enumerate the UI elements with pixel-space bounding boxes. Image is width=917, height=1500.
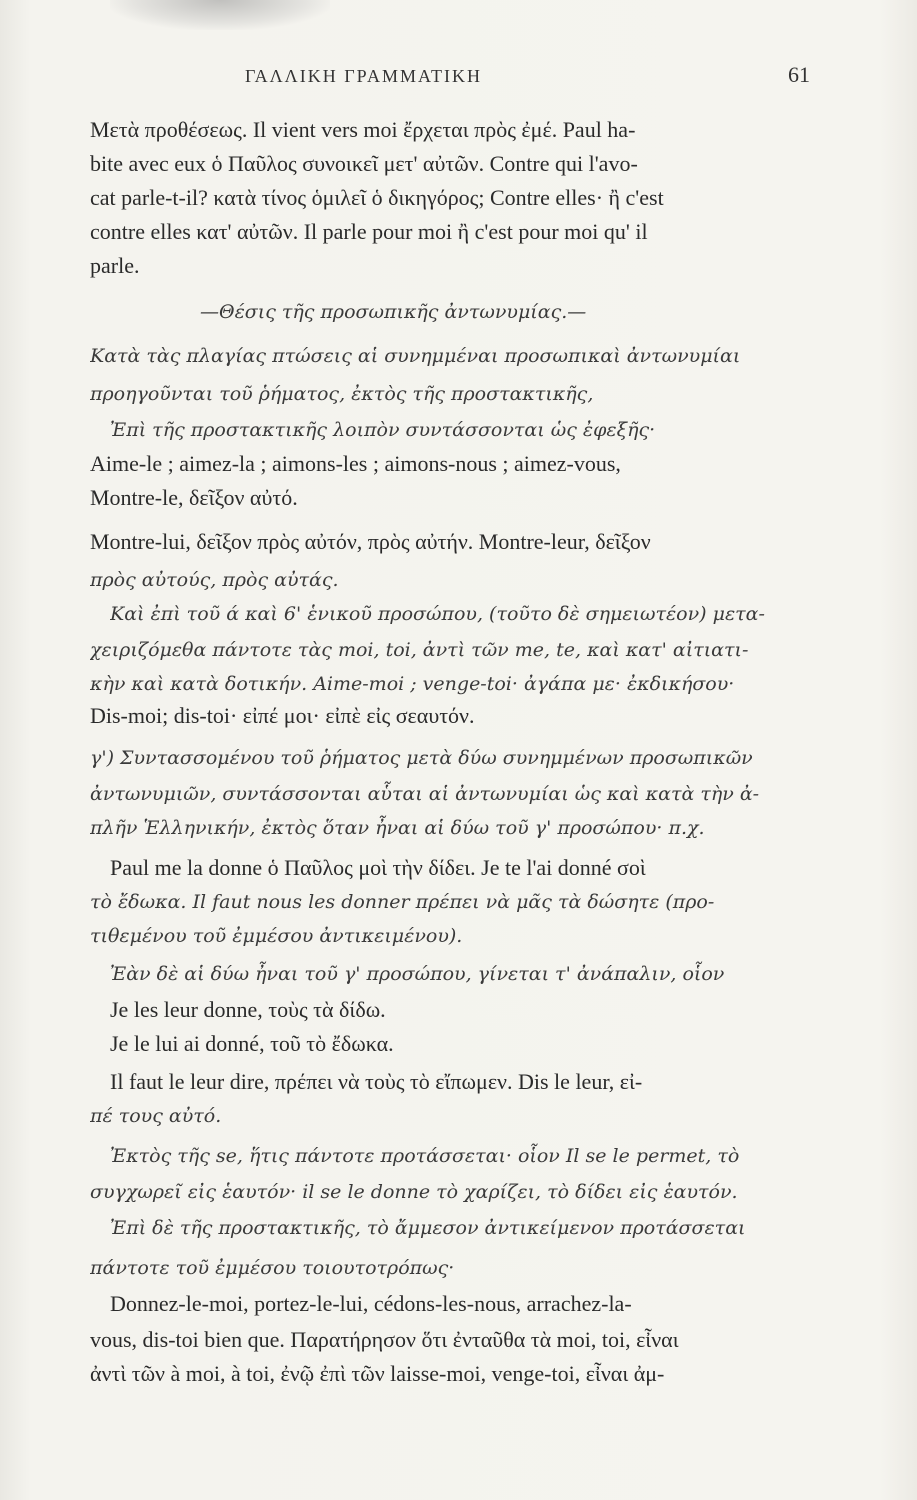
text-line: Ἐκτὸς τῆς se, ἥτις πάντοτε προτάσσεται· οἷον Il se le permet, τὸ (110, 1145, 740, 1167)
text-line: vous, dis-toi bien que. Παρατήρησον ὅτι ἐνταῦθα τὰ moi, toi, εἶναι (90, 1327, 679, 1352)
text-line: ἀντὶ τῶν à moi, à toi, ἐνῷ ἐπὶ τῶν laisse-moi, venge-toi, εἶναι ἀμ- (90, 1361, 665, 1386)
text-line: προηγοῦνται τοῦ ῥήματος, ἐκτὸς τῆς προστακτικῆς, (90, 383, 594, 405)
text-line: πάντοτε τοῦ ἐμμέσου τοιουτοτρόπως· (90, 1257, 455, 1279)
text-line: συγχωρεῖ εἰς ἑαυτόν· il se le donne τὸ χαρίζει, τὸ δίδει εἰς ἑαυτόν. (90, 1181, 738, 1203)
text-line: γ') Συντασσομένου τοῦ ῥήματος μετὰ δύω συνημμένων προσωπικῶν (90, 747, 753, 769)
text-line: Μετὰ προθέσεως. Il vient vers moi ἔρχεται πρὸς ἐμέ. Paul ha- (90, 117, 636, 142)
text-line: πλῆν Ἑλληνικήν, ἐκτὸς ὅταν ἦναι αἱ δύω τοῦ γ' προσώπου· π.χ. (90, 817, 705, 839)
text-line: Dis-moi; dis-toi· εἰπέ μοι· εἰπὲ εἰς σεαυτόν. (90, 703, 475, 728)
text-line: parle. (90, 253, 140, 278)
text-line: χειριζόμεθα πάντοτε τὰς moi, toi, ἀντὶ τῶν me, te, καὶ κατ' αἰτιατι- (90, 639, 749, 661)
text-line: Ἐπὶ δὲ τῆς προστακτικῆς, τὸ ἄμμεσον ἀντικείμενον προτάσσεται (110, 1217, 746, 1239)
text-line: τὸ ἔδωκα. Il faut nous les donner πρέπει νὰ μᾶς τὰ δώσητε (προ- (90, 891, 715, 913)
text-line: Paul me la donne ὁ Παῦλος μοὶ τὴν δίδει. Je te l'ai donné σοὶ (110, 855, 646, 880)
text-line: Ἐπὶ τῆς προστακτικῆς λοιπὸν συντάσσονται ὡς ἐφεξῆς· (110, 419, 656, 441)
text-line: Montre-le, δεῖξον αὐτό. (90, 485, 298, 510)
text-line: Montre-lui, δεῖξον πρὸς αὐτόν, πρὸς αὐτήν. Montre-leur, δεῖξον (90, 529, 651, 554)
text-line: ἀντωνυμιῶν, συντάσσονται αὗται αἱ ἀντωνυμίαι ὡς καὶ κατὰ τὴν ἀ- (90, 783, 760, 805)
text-line: Ἐὰν δὲ αἱ δύω ἦναι τοῦ γ' προσώπου, γίνεται τ' ἀνάπαλιν, οἷον (110, 963, 725, 985)
text-line: Je le lui ai donné, τοῦ τὸ ἔδωκα. (110, 1031, 394, 1056)
text-line: bite avec eux ὁ Παῦλος συνοικεῖ μετ' αὐτῶν. Contre qui l'avo- (90, 151, 638, 176)
scan-shadow (110, 0, 330, 30)
text-line: Κατὰ τὰς πλαγίας πτώσεις αἱ συνημμέναι προσωπικαὶ ἀντωνυμίαι (90, 345, 741, 367)
text-line: Καὶ ἐπὶ τοῦ ά καὶ 6' ἑνικοῦ προσώπου, (τοῦτο δὲ σημειωτέον) μετα- (110, 603, 765, 625)
text-line: cat parle-t-il? κατὰ τίνος ὁμιλεῖ ὁ δικηγόρος; Contre elles· ἢ c'est (90, 185, 664, 210)
text-line: πέ τους αὐτό. (90, 1105, 222, 1127)
text-line: Donnez-le-moi, portez-le-lui, cédons-les-nous, arrachez-la- (110, 1291, 632, 1316)
text-line: πρὸς αὐτούς, πρὸς αὐτάς. (90, 569, 339, 591)
text-line: τιθεμένου τοῦ ἐμμέσου ἀντικειμένου). (90, 925, 463, 947)
text-line: Il faut le leur dire, πρέπει νὰ τοὺς τὸ εἴπωμεν. Dis le leur, εἰ- (110, 1069, 643, 1094)
running-head (90, 62, 810, 90)
text-line: Aime-le ; aimez-la ; aimons-les ; aimons-nous ; aimez-vous, (90, 451, 621, 476)
running-title: ΓΑΛΛΙΚΗ ΓΡΑΜΜΑΤΙΚΗ (245, 66, 483, 86)
text-line: κὴν καὶ κατὰ δοτικήν. Aime-moi ; venge-toi· ἀγάπα με· ἐκδικήσου· (90, 673, 735, 695)
text-line: contre elles κατ' αὐτῶν. Il parle pour moi ἢ c'est pour moi qu' il (90, 219, 648, 244)
section-heading: —Θέσις τῆς προσωπικῆς ἀντωνυμίας.— (200, 301, 587, 323)
page-number: 61 (788, 62, 810, 87)
text-line: Je les leur donne, τοὺς τὰ δίδω. (110, 997, 386, 1022)
